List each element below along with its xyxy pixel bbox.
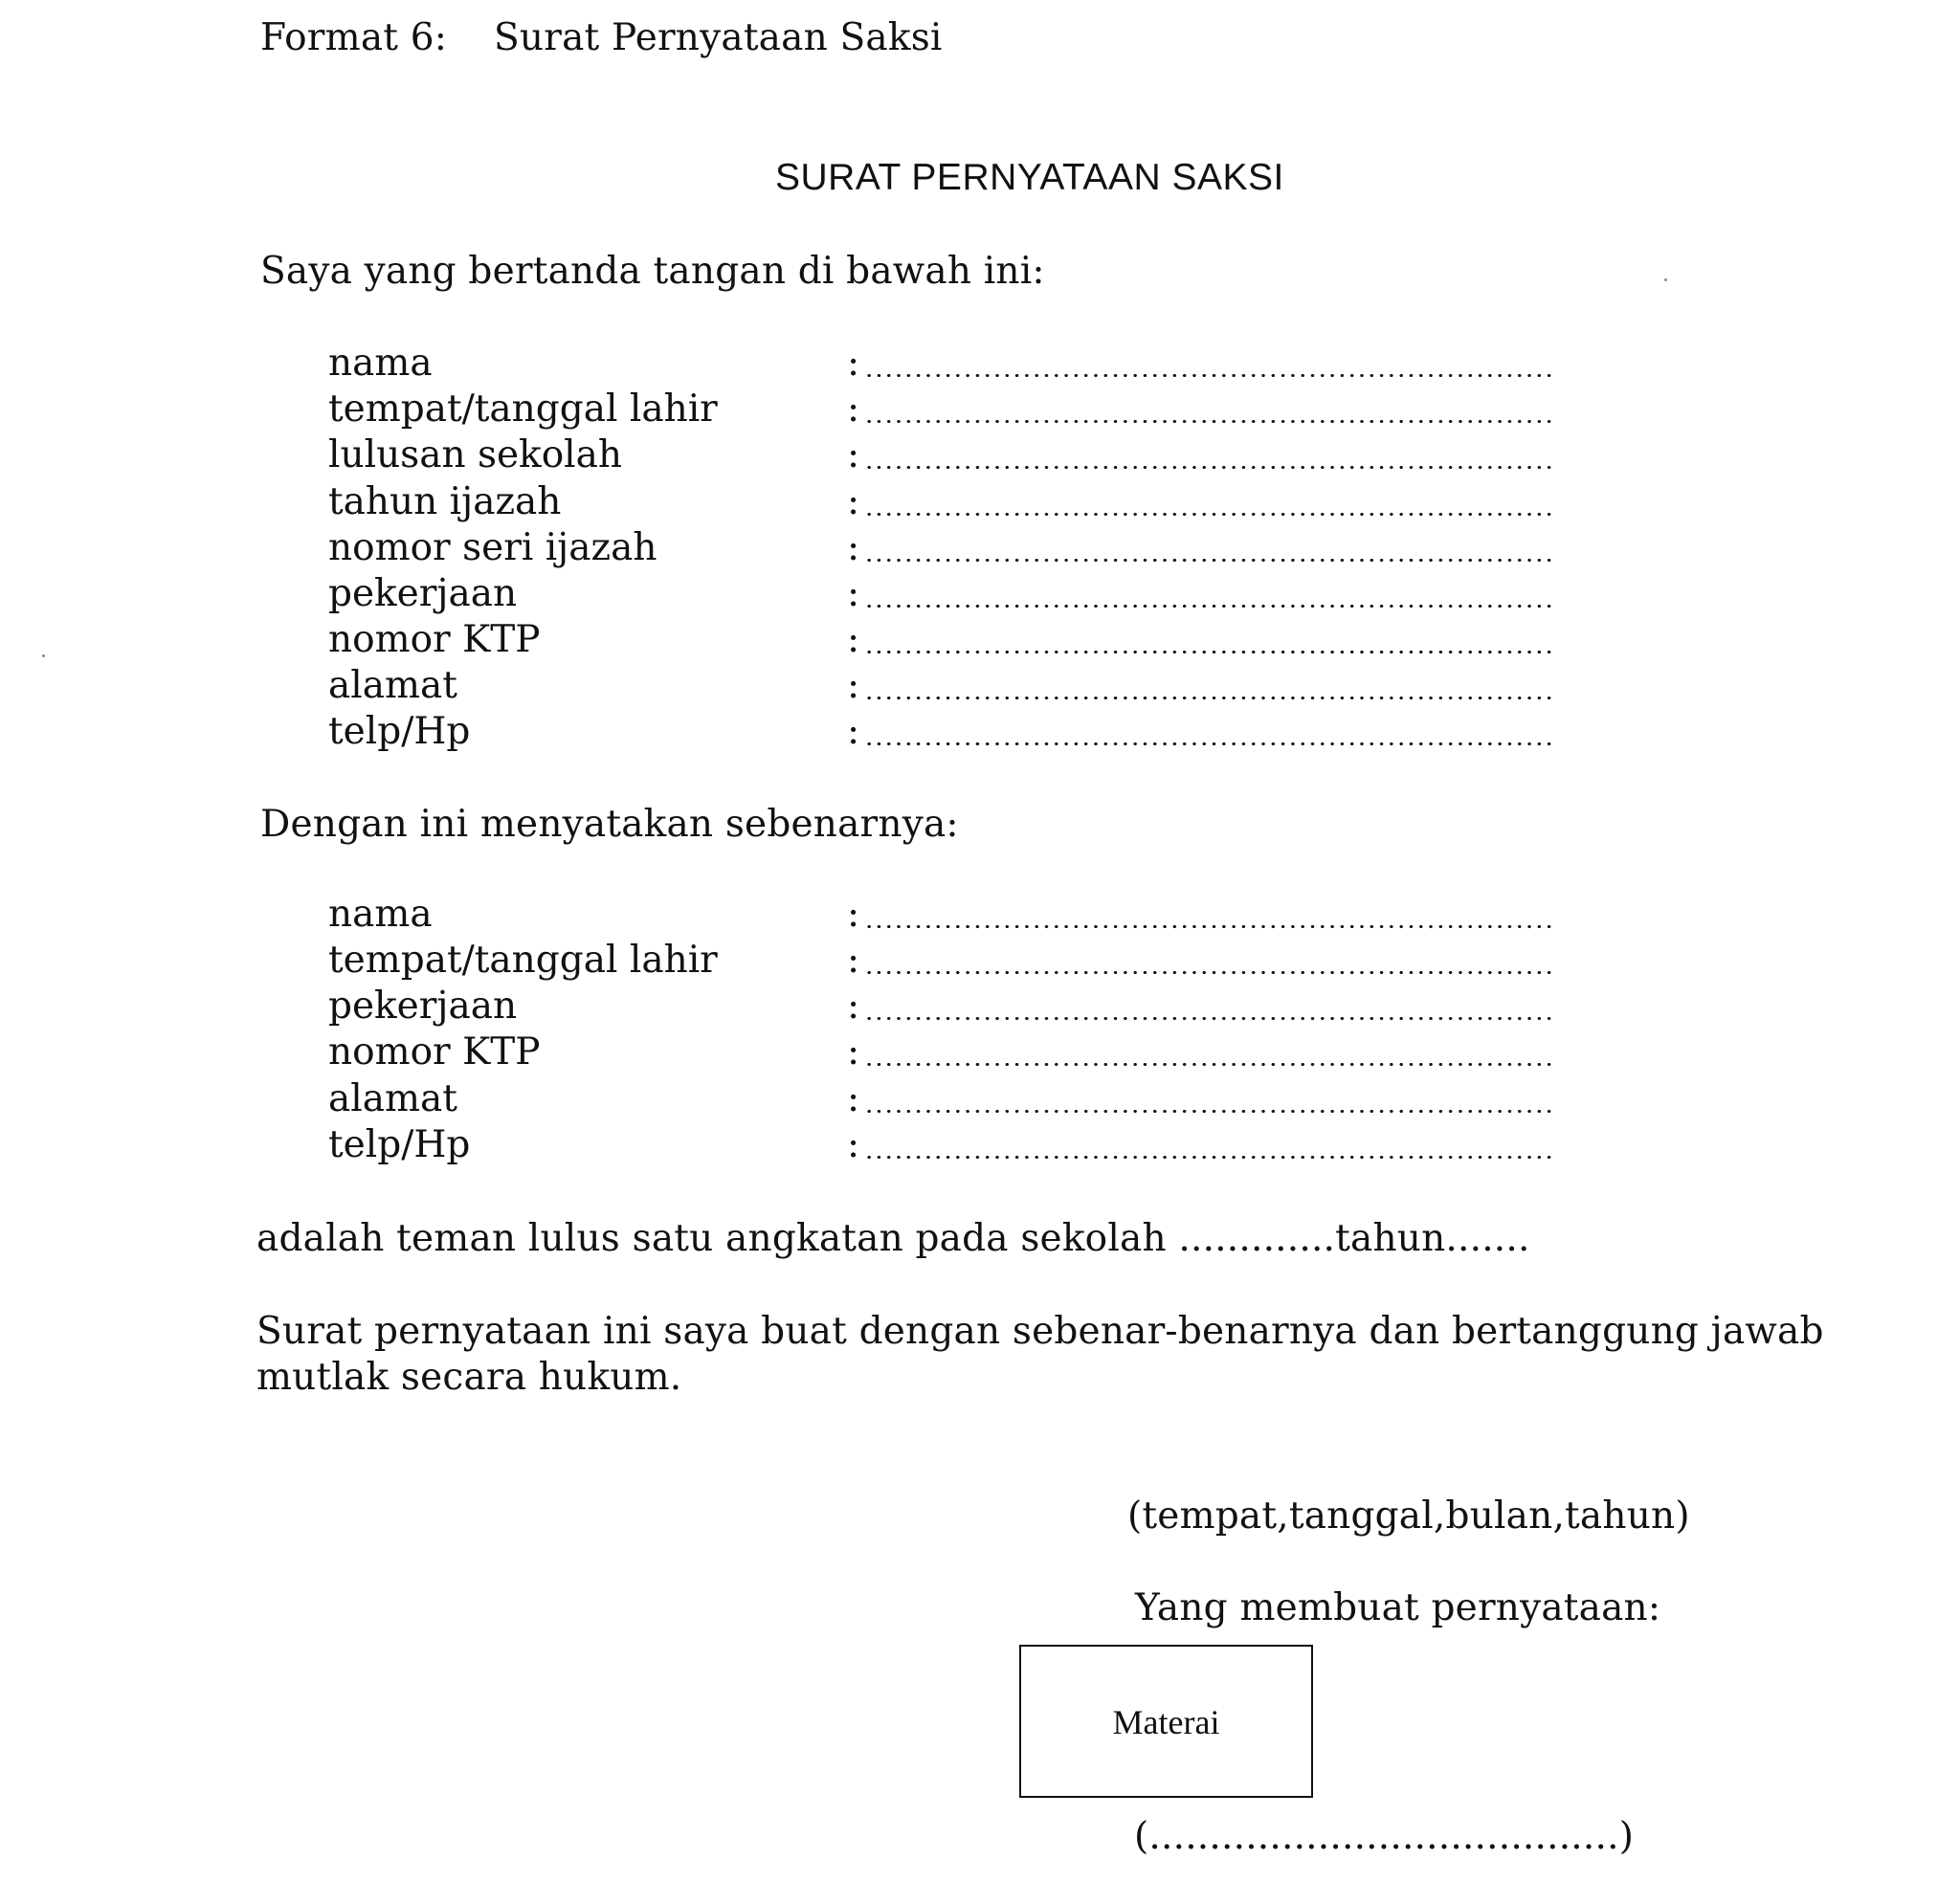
witness-field-pekerjaan xyxy=(328,572,1572,621)
field-colon: : xyxy=(847,710,860,753)
subject-field-tempat-tanggal-lahir xyxy=(328,941,1572,987)
field-dotted-line[interactable] xyxy=(864,651,1556,653)
field-colon: : xyxy=(847,572,860,615)
field-label: nomor KTP xyxy=(328,618,541,661)
field-dotted-line[interactable] xyxy=(864,374,1556,377)
field-label: telp/Hp xyxy=(328,1123,471,1166)
document-title: SURAT PERNYATAAN SAKSI xyxy=(775,157,1284,198)
field-label: tempat/tanggal lahir xyxy=(328,387,718,431)
classmate-statement: adalah teman lulus satu angkatan pada sekolah .............tahun....... xyxy=(256,1217,1530,1260)
field-colon: : xyxy=(847,618,860,661)
closing-statement-line-1: Surat pernyataan ini saya buat dengan sebenar-benarnya dan bertanggung jawab xyxy=(256,1310,1824,1353)
field-dotted-line[interactable] xyxy=(864,1017,1556,1020)
field-colon: : xyxy=(847,1077,860,1120)
scan-speck xyxy=(1664,278,1667,281)
field-dotted-line[interactable] xyxy=(864,925,1556,928)
field-dotted-line[interactable] xyxy=(864,1156,1556,1159)
field-label: lulusan sekolah xyxy=(328,433,623,476)
format-title: Surat Pernyataan Saksi xyxy=(494,16,943,59)
field-dotted-line[interactable] xyxy=(864,1063,1556,1066)
field-colon: : xyxy=(847,480,860,523)
signature-name-line[interactable]: (.......................................) xyxy=(1134,1815,1635,1858)
field-label: alamat xyxy=(328,1077,457,1120)
field-colon: : xyxy=(847,985,860,1028)
field-label: nomor seri ijazah xyxy=(328,526,657,569)
field-label: tempat/tanggal lahir xyxy=(328,939,718,982)
field-colon: : xyxy=(847,526,860,569)
stamp-label: Materai xyxy=(1112,1703,1220,1741)
field-dotted-line[interactable] xyxy=(864,971,1556,974)
declares-text: Dengan ini menyatakan sebenarnya: xyxy=(260,803,959,846)
field-colon: : xyxy=(847,1030,860,1074)
field-label: nomor KTP xyxy=(328,1030,541,1074)
signer-label: Yang membuat pernyataan: xyxy=(1135,1586,1661,1629)
witness-field-nomor-ktp xyxy=(328,618,1572,667)
field-dotted-line[interactable] xyxy=(864,420,1556,423)
field-colon: : xyxy=(847,664,860,707)
witness-field-lulusan-sekolah xyxy=(328,433,1572,482)
field-colon: : xyxy=(847,387,860,431)
scan-speck xyxy=(42,654,45,657)
field-dotted-line[interactable] xyxy=(864,559,1556,562)
subject-field-telp-hp xyxy=(328,1123,1572,1172)
field-label: telp/Hp xyxy=(328,710,471,753)
field-dotted-line[interactable] xyxy=(864,466,1556,469)
field-label: tahun ijazah xyxy=(328,480,562,523)
stamp-box xyxy=(1019,1645,1313,1798)
witness-field-tahun-ijazah xyxy=(328,480,1572,529)
witness-field-nama xyxy=(328,344,1572,390)
closing-statement-line-2: mutlak secara hukum. xyxy=(256,1356,682,1399)
witness-field-nomor-seri-ijazah xyxy=(328,526,1572,575)
field-label: alamat xyxy=(328,664,457,707)
witness-field-alamat xyxy=(328,664,1572,713)
field-colon: : xyxy=(847,433,860,476)
field-dotted-line[interactable] xyxy=(864,605,1556,608)
place-date-text: (tempat,tanggal,bulan,tahun) xyxy=(1127,1495,1690,1538)
field-colon: : xyxy=(847,893,860,936)
field-colon: : xyxy=(847,342,860,385)
format-label: Format 6: xyxy=(260,16,448,59)
field-label: nama xyxy=(328,342,433,385)
field-label: pekerjaan xyxy=(328,572,518,615)
subject-field-pekerjaan xyxy=(328,987,1572,1033)
field-colon: : xyxy=(847,1123,860,1166)
field-dotted-line[interactable] xyxy=(864,697,1556,699)
subject-field-nama xyxy=(328,893,1572,941)
witness-field-tempat-tanggal-lahir xyxy=(328,387,1572,436)
field-label: pekerjaan xyxy=(328,985,518,1028)
field-label: nama xyxy=(328,893,433,936)
field-dotted-line[interactable] xyxy=(864,513,1556,516)
subject-field-alamat xyxy=(328,1077,1572,1126)
field-dotted-line[interactable] xyxy=(864,742,1556,745)
field-colon: : xyxy=(847,939,860,982)
field-dotted-line[interactable] xyxy=(864,1110,1556,1113)
subject-field-nomor-ktp xyxy=(328,1030,1572,1079)
witness-field-telp-hp xyxy=(328,710,1572,759)
intro-text: Saya yang bertanda tangan di bawah ini: xyxy=(260,250,1045,293)
